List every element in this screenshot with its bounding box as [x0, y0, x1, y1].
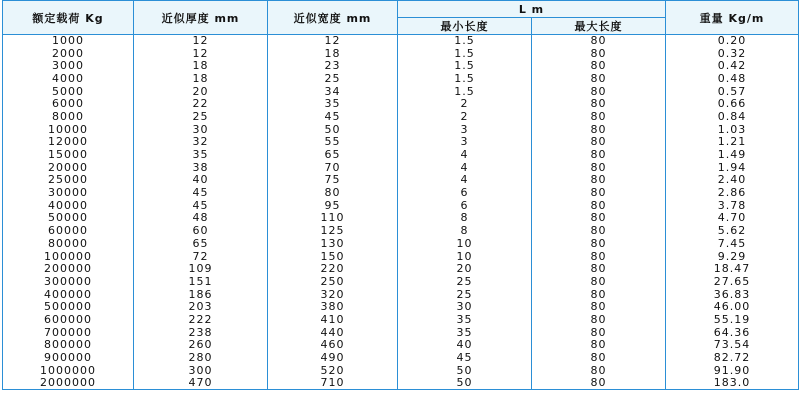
min-length-cell: 4: [398, 149, 532, 162]
width-cell: 520: [268, 364, 398, 377]
table-row: [3, 339, 799, 352]
thickness-cell: 109: [134, 263, 268, 276]
min-length-cell: 35: [398, 314, 532, 327]
thickness-cell: 45: [134, 187, 268, 200]
width-cell: 250: [268, 276, 398, 289]
weight-cell: 3.78: [666, 199, 799, 212]
min-length-cell: 1.5: [398, 60, 532, 73]
width-cell: 710: [268, 377, 398, 390]
table-row: [3, 111, 799, 124]
width-cell: 410: [268, 314, 398, 327]
thickness-cell: 38: [134, 161, 268, 174]
max-length-cell: 80: [532, 301, 666, 314]
load-cell: 500000: [3, 301, 134, 314]
max-length-cell: 80: [532, 225, 666, 238]
header-length-group: L m: [398, 1, 666, 18]
width-cell: 80: [268, 187, 398, 200]
width-cell: 320: [268, 288, 398, 301]
weight-cell: 36.83: [666, 288, 799, 301]
spec-table: [2, 0, 799, 390]
weight-cell: 1.49: [666, 149, 799, 162]
load-cell: 15000: [3, 149, 134, 162]
load-cell: 6000: [3, 98, 134, 111]
max-length-cell: 80: [532, 326, 666, 339]
table-row: [3, 85, 799, 98]
table-row: [3, 263, 799, 276]
weight-cell: 7.45: [666, 238, 799, 251]
width-cell: 220: [268, 263, 398, 276]
header-min-length: 最小长度: [398, 18, 532, 35]
load-cell: 30000: [3, 187, 134, 200]
table-row: [3, 276, 799, 289]
min-length-cell: 1.5: [398, 47, 532, 60]
table-row: [3, 238, 799, 251]
thickness-cell: 22: [134, 98, 268, 111]
min-length-cell: 30: [398, 301, 532, 314]
width-cell: 12: [268, 35, 398, 48]
width-cell: 440: [268, 326, 398, 339]
max-length-cell: 80: [532, 352, 666, 365]
min-length-cell: 25: [398, 276, 532, 289]
weight-cell: 46.00: [666, 301, 799, 314]
min-length-cell: 35: [398, 326, 532, 339]
thickness-cell: 203: [134, 301, 268, 314]
thickness-cell: 45: [134, 199, 268, 212]
load-cell: 300000: [3, 276, 134, 289]
weight-cell: 91.90: [666, 364, 799, 377]
max-length-cell: 80: [532, 149, 666, 162]
table-row: [3, 352, 799, 365]
width-cell: 125: [268, 225, 398, 238]
thickness-cell: 72: [134, 250, 268, 263]
weight-cell: 183.0: [666, 377, 799, 390]
load-cell: 40000: [3, 199, 134, 212]
width-cell: 110: [268, 212, 398, 225]
max-length-cell: 80: [532, 111, 666, 124]
min-length-cell: 10: [398, 238, 532, 251]
thickness-cell: 30: [134, 123, 268, 136]
width-cell: 75: [268, 174, 398, 187]
weight-cell: 0.57: [666, 85, 799, 98]
thickness-cell: 65: [134, 238, 268, 251]
table-header: [3, 1, 799, 35]
table-row: [3, 149, 799, 162]
min-length-cell: 2: [398, 111, 532, 124]
min-length-cell: 6: [398, 187, 532, 200]
weight-cell: 1.94: [666, 161, 799, 174]
width-cell: 18: [268, 47, 398, 60]
weight-cell: 2.40: [666, 174, 799, 187]
thickness-cell: 32: [134, 136, 268, 149]
weight-cell: 2.86: [666, 187, 799, 200]
min-length-cell: 20: [398, 263, 532, 276]
table-body: [3, 35, 799, 390]
table-row: [3, 161, 799, 174]
weight-cell: 5.62: [666, 225, 799, 238]
weight-cell: 9.29: [666, 250, 799, 263]
max-length-cell: 80: [532, 123, 666, 136]
load-cell: 8000: [3, 111, 134, 124]
spec-table-container: [2, 0, 798, 390]
table-row: [3, 199, 799, 212]
load-cell: 700000: [3, 326, 134, 339]
table-row: [3, 136, 799, 149]
load-cell: 25000: [3, 174, 134, 187]
min-length-cell: 1.5: [398, 85, 532, 98]
table-row: [3, 98, 799, 111]
min-length-cell: 8: [398, 225, 532, 238]
table-row: [3, 73, 799, 86]
width-cell: 150: [268, 250, 398, 263]
thickness-cell: 222: [134, 314, 268, 327]
weight-cell: 82.72: [666, 352, 799, 365]
width-cell: 45: [268, 111, 398, 124]
width-cell: 65: [268, 149, 398, 162]
load-cell: 4000: [3, 73, 134, 86]
thickness-cell: 470: [134, 377, 268, 390]
table-row: [3, 60, 799, 73]
load-cell: 50000: [3, 212, 134, 225]
min-length-cell: 6: [398, 199, 532, 212]
table-row: [3, 35, 799, 48]
table-row: [3, 301, 799, 314]
max-length-cell: 80: [532, 314, 666, 327]
thickness-cell: 151: [134, 276, 268, 289]
max-length-cell: 80: [532, 174, 666, 187]
header-load: 额定载荷 Kg: [3, 1, 134, 35]
max-length-cell: 80: [532, 199, 666, 212]
max-length-cell: 80: [532, 364, 666, 377]
min-length-cell: 8: [398, 212, 532, 225]
load-cell: 5000: [3, 85, 134, 98]
max-length-cell: 80: [532, 339, 666, 352]
max-length-cell: 80: [532, 136, 666, 149]
weight-cell: 0.84: [666, 111, 799, 124]
max-length-cell: 80: [532, 35, 666, 48]
max-length-cell: 80: [532, 212, 666, 225]
thickness-cell: 40: [134, 174, 268, 187]
weight-cell: 1.21: [666, 136, 799, 149]
header-thickness: 近似厚度 mm: [134, 1, 268, 35]
load-cell: 400000: [3, 288, 134, 301]
table-row: [3, 225, 799, 238]
max-length-cell: 80: [532, 250, 666, 263]
weight-cell: 0.32: [666, 47, 799, 60]
max-length-cell: 80: [532, 60, 666, 73]
min-length-cell: 4: [398, 174, 532, 187]
thickness-cell: 35: [134, 149, 268, 162]
min-length-cell: 10: [398, 250, 532, 263]
table-row: [3, 364, 799, 377]
width-cell: 95: [268, 199, 398, 212]
min-length-cell: 1.5: [398, 35, 532, 48]
min-length-cell: 25: [398, 288, 532, 301]
weight-cell: 27.65: [666, 276, 799, 289]
load-cell: 200000: [3, 263, 134, 276]
header-weight: 重量 Kg/m: [666, 1, 799, 35]
load-cell: 800000: [3, 339, 134, 352]
width-cell: 490: [268, 352, 398, 365]
weight-cell: 1.03: [666, 123, 799, 136]
load-cell: 60000: [3, 225, 134, 238]
load-cell: 2000: [3, 47, 134, 60]
table-row: [3, 314, 799, 327]
weight-cell: 55.19: [666, 314, 799, 327]
load-cell: 2000000: [3, 377, 134, 390]
header-max-length: 最大长度: [532, 18, 666, 35]
max-length-cell: 80: [532, 47, 666, 60]
thickness-cell: 25: [134, 111, 268, 124]
thickness-cell: 186: [134, 288, 268, 301]
thickness-cell: 300: [134, 364, 268, 377]
min-length-cell: 40: [398, 339, 532, 352]
thickness-cell: 48: [134, 212, 268, 225]
table-row: [3, 212, 799, 225]
weight-cell: 64.36: [666, 326, 799, 339]
load-cell: 12000: [3, 136, 134, 149]
load-cell: 3000: [3, 60, 134, 73]
max-length-cell: 80: [532, 161, 666, 174]
weight-cell: 0.20: [666, 35, 799, 48]
load-cell: 10000: [3, 123, 134, 136]
thickness-cell: 18: [134, 73, 268, 86]
weight-cell: 0.48: [666, 73, 799, 86]
table-row: [3, 187, 799, 200]
width-cell: 23: [268, 60, 398, 73]
max-length-cell: 80: [532, 276, 666, 289]
width-cell: 25: [268, 73, 398, 86]
table-row: [3, 174, 799, 187]
thickness-cell: 18: [134, 60, 268, 73]
min-length-cell: 2: [398, 98, 532, 111]
load-cell: 900000: [3, 352, 134, 365]
thickness-cell: 280: [134, 352, 268, 365]
max-length-cell: 80: [532, 288, 666, 301]
table-row: [3, 47, 799, 60]
load-cell: 100000: [3, 250, 134, 263]
thickness-cell: 12: [134, 35, 268, 48]
load-cell: 1000000: [3, 364, 134, 377]
max-length-cell: 80: [532, 238, 666, 251]
weight-cell: 73.54: [666, 339, 799, 352]
max-length-cell: 80: [532, 263, 666, 276]
thickness-cell: 238: [134, 326, 268, 339]
min-length-cell: 3: [398, 136, 532, 149]
load-cell: 80000: [3, 238, 134, 251]
width-cell: 70: [268, 161, 398, 174]
max-length-cell: 80: [532, 377, 666, 390]
max-length-cell: 80: [532, 98, 666, 111]
width-cell: 130: [268, 238, 398, 251]
width-cell: 50: [268, 123, 398, 136]
min-length-cell: 1.5: [398, 73, 532, 86]
load-cell: 1000: [3, 35, 134, 48]
max-length-cell: 80: [532, 85, 666, 98]
thickness-cell: 12: [134, 47, 268, 60]
min-length-cell: 45: [398, 352, 532, 365]
table-row: [3, 377, 799, 390]
width-cell: 460: [268, 339, 398, 352]
header-width: 近似宽度 mm: [268, 1, 398, 35]
thickness-cell: 260: [134, 339, 268, 352]
weight-cell: 0.42: [666, 60, 799, 73]
load-cell: 20000: [3, 161, 134, 174]
table-row: [3, 123, 799, 136]
weight-cell: 0.66: [666, 98, 799, 111]
weight-cell: 18.47: [666, 263, 799, 276]
min-length-cell: 50: [398, 377, 532, 390]
thickness-cell: 20: [134, 85, 268, 98]
width-cell: 55: [268, 136, 398, 149]
width-cell: 35: [268, 98, 398, 111]
min-length-cell: 3: [398, 123, 532, 136]
max-length-cell: 80: [532, 187, 666, 200]
max-length-cell: 80: [532, 73, 666, 86]
table-row: [3, 288, 799, 301]
width-cell: 34: [268, 85, 398, 98]
width-cell: 380: [268, 301, 398, 314]
table-row: [3, 250, 799, 263]
table-row: [3, 326, 799, 339]
weight-cell: 4.70: [666, 212, 799, 225]
load-cell: 600000: [3, 314, 134, 327]
thickness-cell: 60: [134, 225, 268, 238]
min-length-cell: 4: [398, 161, 532, 174]
min-length-cell: 50: [398, 364, 532, 377]
